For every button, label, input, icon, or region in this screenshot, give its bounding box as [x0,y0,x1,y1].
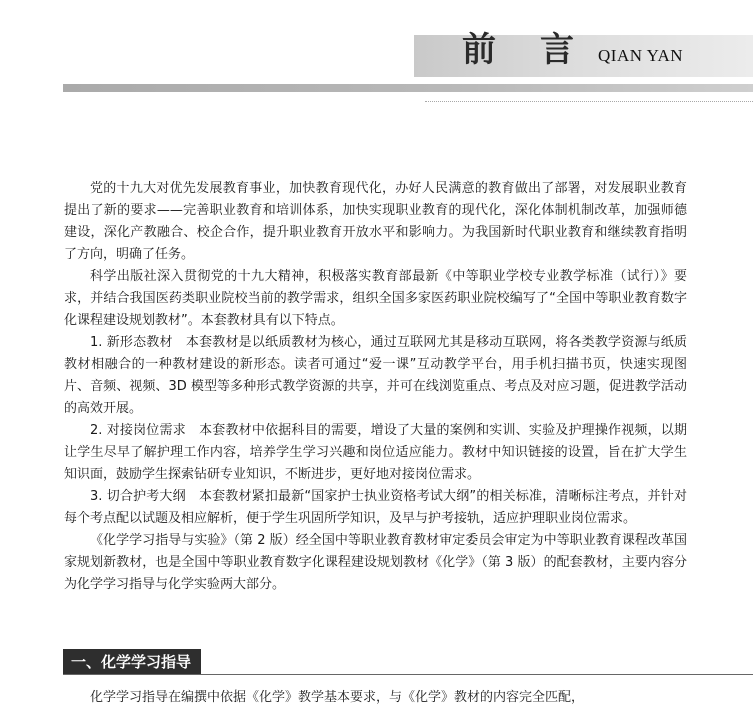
section-heading: 一、化学学习指导 [63,649,201,675]
section-body [64,687,687,709]
paragraph: 2. 对接岗位需求 本套教材中依据科目的需要，增设了大量的案例和实训、实验及护理操作视频，以期让学生尽早了解护理工作内容，培养学生学习兴趣和岗位适应能力。教材中知识链接的设置，旨在扩大学生知识面，鼓励学生探索钻研专业知识，不断进步，更好地对接岗位需求。 [64,423,687,482]
paragraph: 《化学学习指导与实验》（第 2 版）经全国中等职业教育教材审定委员会审定为中等职业教育课程改革国家规划新教材，也是全国中等职业教育数字化课程建设规划教材《化学》（第 3 版）的配套教材，主要内容分为化学学习指导与化学实验两大部分。 [64,533,687,592]
preface-body [64,178,687,596]
page-title: 前言 [462,30,618,70]
paragraph: 1. 新形态教材 本套教材是以纸质教材为核心，通过互联网尤其是移动互联网，将各类教学资源与纸质教材相融合的一种教材建设的新形态。读者可通过“爱一课”互动教学平台，用手机扫描书页，快速实现图片、音频、视频、3D 模型等多种形式教学资源的共享，并可在线浏览重点、考点及对应习题，促进教学活动的高效开展。 [64,335,687,416]
paragraph: 3. 切合护考大纲 本套教材紧扣最新“国家护士执业资格考试大纲”的相关标准，清晰标注考点，并针对每个考点配以试题及相应解析，便于学生巩固所学知识，及早与护考接轨，适应护理职业岗位需求。 [64,489,687,526]
dotted-divider [425,101,753,102]
paragraph: 科学出版社深入贯彻党的十九大精神，积极落实教育部最新《中等职业学校专业教学标准（试行）》要求，并结合我国医药类职业院校当前的教学需求，组织全国多家医药职业院校编写了“全国中等职业教育数字化课程建设规划教材”。本套教材具有以下特点。 [64,269,687,328]
paragraph: 党的十九大对优先发展教育事业，加快教育现代化，办好人民满意的教育做出了部署，对发展职业教育提出了新的要求——完善职业教育和培训体系，加快实现职业教育的现代化，深化体制机制改革，加强师德建设，深化产教融合、校企合作，提升职业教育开放水平和影响力。为我国新时代职业教育和继续教育指明了方向，明确了任务。 [64,181,687,262]
page-title-pinyin: QIAN YAN [598,46,684,65]
header-rule [63,84,753,92]
section-rule [63,674,753,675]
paragraph: 化学学习指导在编撰中依据《化学》教学基本要求，与《化学》教材的内容完全匹配， [90,690,585,705]
